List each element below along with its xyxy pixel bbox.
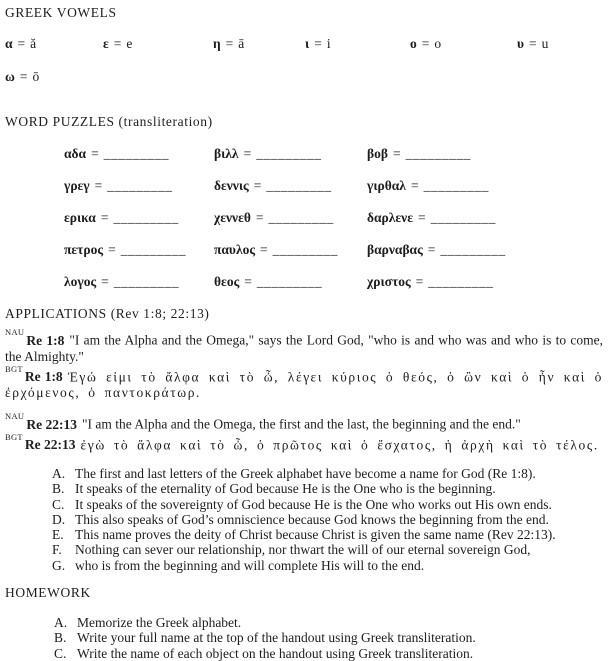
equals-sign: = <box>253 178 262 193</box>
equals-sign: = <box>19 69 28 84</box>
list-text: This also speaks of God’s omniscience because God knows the beginning from the end. <box>75 511 549 527</box>
puzzle-item <box>367 242 506 258</box>
list-text: It speaks of the sovereignty of God because He is the One who works out His own ends. <box>75 496 552 512</box>
equals-sign: = <box>108 242 116 257</box>
equals-sign: = <box>314 36 322 51</box>
puzzle-word: βοβ <box>367 146 388 161</box>
list-item <box>54 630 603 645</box>
verse-ref: Re 22:13 <box>26 416 77 432</box>
answer-blank: _________ <box>113 210 179 225</box>
answer-blank: _________ <box>107 178 173 193</box>
puzzle-row <box>64 146 603 162</box>
verse-bgt-22-13 <box>5 433 603 454</box>
puzzle-word: βαρναβας <box>367 242 423 257</box>
list-text: Memorize the Greek alphabet. <box>77 615 242 631</box>
vowel-pair <box>517 36 548 52</box>
version-tag: BGT <box>5 431 23 442</box>
equals-sign: = <box>243 146 252 161</box>
verse-ref: Re 22:13 <box>24 437 76 452</box>
greek-letter: υ <box>517 36 525 51</box>
list-letter: C. <box>52 496 65 512</box>
puzzle-word: λογος <box>64 274 97 289</box>
list-letter: E. <box>52 527 64 543</box>
equals-sign: = <box>244 274 252 289</box>
puzzle-word: δαρλενε <box>367 210 413 225</box>
equals-sign: = <box>260 242 268 257</box>
verse-text-greek: ἐγὼ τὸ ἄλφα καὶ τὸ ὦ, ὁ πρῶτος καὶ ὁ ἔσχατος, ἡ ἀρχὴ καὶ τὸ τέλος. <box>80 437 599 452</box>
list-letter: F. <box>52 542 62 558</box>
puzzle-word: ερικα <box>64 210 96 225</box>
puzzle-word: χεννεθ <box>214 210 251 225</box>
answer-blank: _________ <box>430 210 496 225</box>
verse-nau-22-13 <box>5 412 603 433</box>
answer-blank: _________ <box>423 178 489 193</box>
equals-sign: = <box>94 178 103 193</box>
list-letter: D. <box>52 511 66 527</box>
puzzle-item <box>367 178 489 194</box>
greek-letter: ω <box>5 69 15 84</box>
vowel-pair <box>213 36 305 52</box>
puzzle-item <box>367 274 494 290</box>
puzzle-item <box>64 242 214 258</box>
word-puzzle-grid <box>64 146 603 290</box>
application-points <box>52 466 603 573</box>
puzzle-row <box>64 274 603 290</box>
transliteration: ā <box>238 36 245 51</box>
answer-blank: _________ <box>120 242 186 257</box>
vowel-pair <box>5 36 103 52</box>
puzzle-item <box>64 178 214 194</box>
answer-blank: _________ <box>256 274 323 289</box>
equals-sign: = <box>101 274 109 289</box>
puzzle-item <box>64 210 214 226</box>
puzzle-word: παυλος <box>214 242 256 257</box>
equals-sign: = <box>100 210 109 225</box>
puzzle-word: γρεγ <box>64 178 90 193</box>
list-item <box>52 542 603 557</box>
list-text: Write the name of each object on the handout using Greek transliteration. <box>77 645 474 661</box>
equals-sign: = <box>417 210 426 225</box>
equals-sign: = <box>410 178 419 193</box>
answer-blank: _________ <box>272 242 338 257</box>
answer-blank: _________ <box>405 146 471 161</box>
list-letter: A. <box>52 466 66 481</box>
transliteration: o <box>434 36 442 51</box>
verse-text: "I am the Alpha and the Omega," says the Lord God, "who is and who was and who is to come, the Almighty." <box>5 332 603 364</box>
list-item <box>54 615 603 630</box>
verse-text: "I am the Alpha and the Omega, the first and the last, the beginning and the end." <box>81 416 521 432</box>
answer-blank: _________ <box>256 146 322 161</box>
puzzle-item <box>214 178 367 194</box>
list-item <box>52 527 603 542</box>
homework-points <box>54 615 603 661</box>
list-item <box>52 558 603 573</box>
equals-sign: = <box>113 36 122 51</box>
answer-blank: _________ <box>268 210 334 225</box>
equals-sign: = <box>529 36 537 51</box>
puzzle-word: αδα <box>64 146 87 161</box>
puzzle-item <box>214 242 367 258</box>
puzzle-word: χριστος <box>367 274 411 289</box>
vowel-pair <box>410 36 517 52</box>
transliteration: u <box>541 36 549 51</box>
version-tag: NAU <box>5 327 25 337</box>
equals-sign: = <box>421 36 430 51</box>
answer-blank: _________ <box>266 178 332 193</box>
answer-blank: _________ <box>428 274 494 289</box>
vowel-row <box>5 36 603 52</box>
word-puzzles-heading: WORD PUZZLES (transliteration) <box>5 114 213 129</box>
greek-letter: η <box>213 36 221 51</box>
list-item <box>52 466 603 481</box>
equals-sign: = <box>255 210 264 225</box>
equals-sign: = <box>392 146 401 161</box>
list-letter: G. <box>52 557 66 573</box>
verse-nau-1-8 <box>5 328 603 365</box>
list-text: It speaks of the eternality of God because He is the One who is the beginning. <box>75 481 496 497</box>
puzzle-word: θεος <box>214 274 240 289</box>
puzzle-item <box>64 274 214 290</box>
list-text: Write your full name at the top of the handout using Greek transliteration. <box>77 630 476 646</box>
list-item <box>54 646 603 661</box>
vowel-pair <box>103 36 213 52</box>
answer-blank: _________ <box>440 242 506 257</box>
transliteration: ă <box>30 36 37 51</box>
answer-blank: _________ <box>103 146 169 161</box>
list-text: Nothing can sever our relationship, nor thwart the will of our eternal sovereign God, <box>75 542 531 558</box>
list-text: who is from the beginning and will complete His will to the end. <box>75 557 425 573</box>
greek-letter: ο <box>410 36 417 51</box>
puzzle-word: δεννις <box>214 178 249 193</box>
list-item <box>52 512 603 527</box>
puzzle-row <box>64 178 603 194</box>
greek-letter: α <box>5 36 13 51</box>
list-item <box>52 481 603 496</box>
list-letter: A. <box>54 615 68 631</box>
vowel-pair <box>305 36 410 52</box>
puzzle-item <box>214 210 367 226</box>
puzzle-word: γιρθαλ <box>367 178 406 193</box>
puzzle-row <box>64 242 603 258</box>
list-letter: B. <box>54 630 67 646</box>
puzzle-item <box>367 210 496 226</box>
list-letter: B. <box>52 481 65 497</box>
transliteration: ō <box>32 69 40 84</box>
greek-letter: ε <box>103 36 109 51</box>
answer-blank: _________ <box>113 274 180 289</box>
version-tag: BGT <box>5 363 23 374</box>
equals-sign: = <box>427 242 436 257</box>
verses-block <box>5 328 603 453</box>
puzzle-row <box>64 210 603 226</box>
list-text: The first and last letters of the Greek alphabet have become a name for God (Re 1:8). <box>75 466 536 481</box>
applications-heading: APPLICATIONS (Rev 1:8; 22:13) <box>5 306 210 321</box>
greek-letter: ι <box>305 36 310 51</box>
equals-sign: = <box>91 146 99 161</box>
homework-heading: HOMEWORK <box>5 585 91 601</box>
puzzle-item <box>367 146 471 162</box>
verse-ref: Re 1:8 <box>26 332 65 348</box>
verse-bgt-1-8 <box>5 365 603 402</box>
transliteration: i <box>326 36 331 51</box>
list-item <box>52 497 603 512</box>
list-letter: C. <box>54 645 67 661</box>
transliteration: e <box>126 36 133 51</box>
puzzle-item <box>214 146 367 162</box>
puzzle-word: βιλλ <box>214 146 239 161</box>
equals-sign: = <box>225 36 234 51</box>
puzzle-item <box>214 274 367 290</box>
version-tag: NAU <box>5 411 25 421</box>
greek-vowels-heading: GREEK VOWELS <box>5 5 117 20</box>
equals-sign: = <box>415 274 424 289</box>
vowel-pair-omega <box>5 69 603 85</box>
puzzle-word: πετρος <box>64 242 104 257</box>
equals-sign: = <box>17 36 26 51</box>
verse-text-greek: Ἐγώ εἰμι τὸ ἄλφα καὶ τὸ ὦ, λέγει κύριος ὁ θεός, ὁ ὢν καὶ ὁ ἦν καὶ ὁ ἐρχόμενος, ὁ παντοκράτωρ. <box>5 369 603 400</box>
verse-ref: Re 1:8 <box>24 369 63 384</box>
list-text: This name proves the deity of Christ because Christ is given the same name (Rev 22:13). <box>75 527 556 543</box>
puzzle-item <box>64 146 214 162</box>
